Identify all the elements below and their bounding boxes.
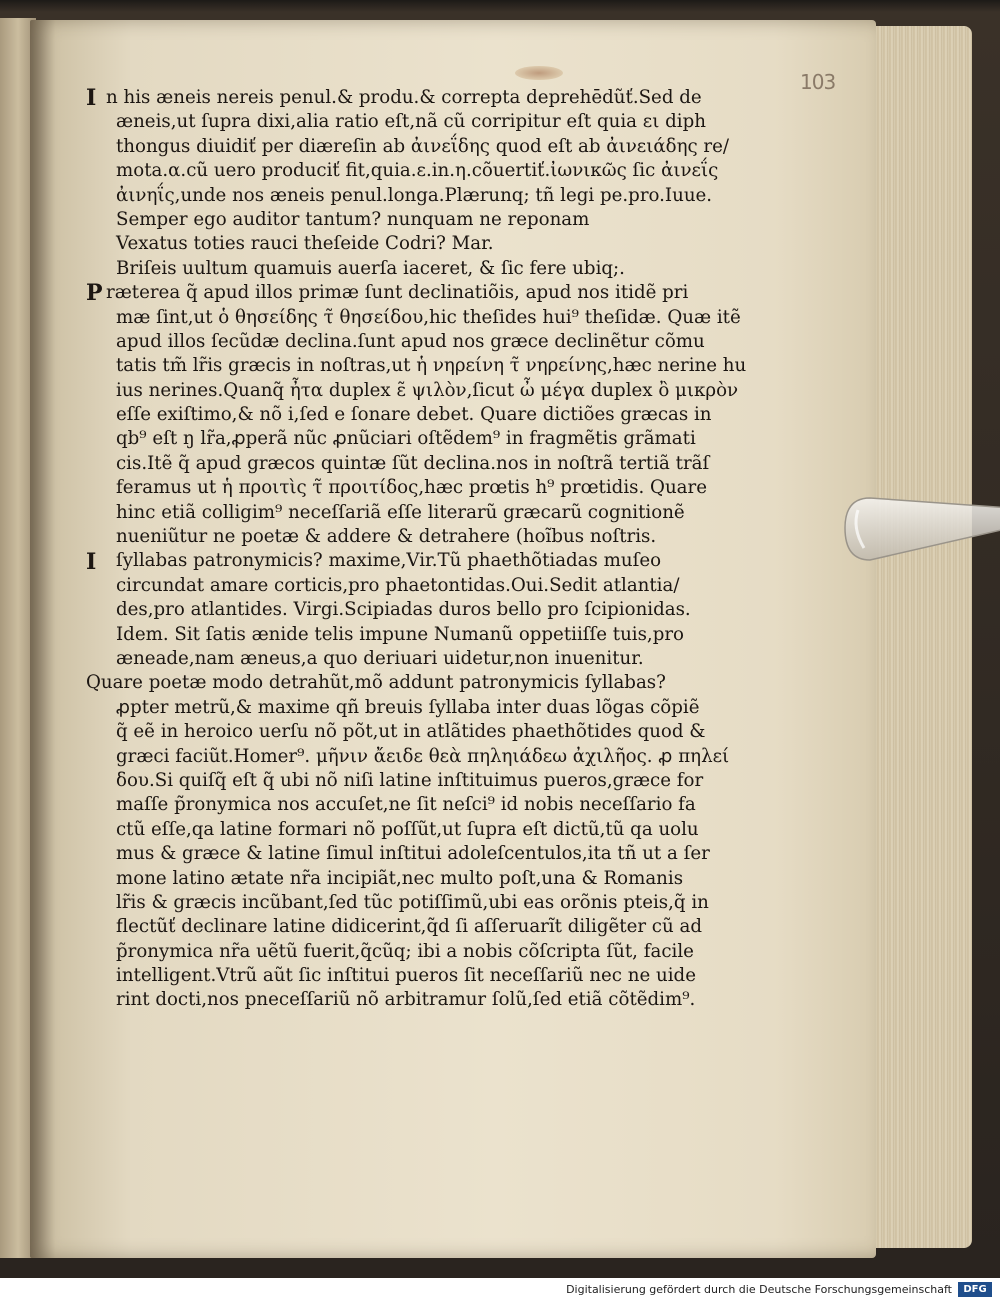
text-block bbox=[86, 86, 746, 1013]
book-fore-edge bbox=[876, 26, 972, 1248]
footer-bar bbox=[0, 1278, 1000, 1302]
text-line: apud illos ſecũdæ declina.ſunt apud nos græce declinẽtur cõmu bbox=[116, 330, 705, 352]
text-line: intelligent.Vtrũ aũt ſic inſtitui pueros ſit neceſſariũ nec ne uide bbox=[116, 965, 696, 987]
initial-letter: P bbox=[86, 280, 103, 306]
text-line: Quare poetæ modo detrahũt,mõ addunt patronymicis ſyllabas? bbox=[86, 672, 666, 694]
text-line: mota.α.cũ uero produciť fit,quia.ε.in.η.cõuertiť.ἰωνικῶς ſic ἀινεΐς bbox=[116, 160, 719, 182]
text-line: ius nerines.Quanq̃ ἦτα duplex ε̃ ψιλὸν,ſicut ὦ μέγα duplex ὂ μικρὸν bbox=[116, 379, 739, 401]
text-line: thongus diuidiť per diæreſin ab ἀινεΐδης quod eſt ab ἀινειάδης re/ bbox=[116, 135, 730, 157]
text-line: qb⁹ eſt ŋ lr̃a,ꝓperã nũc ꝓnũciari oſtẽdem⁹ in fragmẽtis grãmati bbox=[116, 428, 696, 450]
text-line: ſyllabas patronymicis? maxime,Vir.Tũ phaethõtiadas muſeo bbox=[116, 550, 662, 572]
text-line: ἀινηΐς,unde nos æneis penul.longa.Plærunq; tñ legi pe.pro.Iuue. bbox=[116, 184, 713, 206]
page-number: 103 bbox=[800, 70, 836, 94]
text-line: feramus ut ἡ προιτὶς τ̃ προιτίδος,hæc prœtis h⁹ prœtidis. Quare bbox=[116, 477, 707, 499]
page-stain bbox=[515, 66, 563, 80]
text-line: hinc etiã colligim⁹ neceſſariã eſſe literarũ græcarũ cognitionẽ bbox=[116, 501, 685, 523]
text-line: mone latino ætate nr̃a incipiãt,nec multo poſt,una & Romanis bbox=[116, 867, 684, 889]
text-line: æneis,ut ſupra dixi,alia ratio eſt,nã cũ corripitur eſt quia ει diph bbox=[116, 111, 706, 133]
text-line: q̃ eẽ in heroico uerſu nõ põt,ut in atlãtides phaethõtides quod & bbox=[116, 721, 706, 743]
text-line: mæ ſint,ut ὁ θησείδης τ̃ θησείδου,hic theſides hui⁹ theſidæ. Quæ itẽ bbox=[116, 306, 741, 328]
text-line: Vexatus toties rauci theſeide Codri? Mar. bbox=[116, 233, 494, 255]
text-line: ctũ eſſe,qa latine formari nõ poſſũt,ut ſupra eſt dictũ,tũ qa uolu bbox=[116, 818, 699, 840]
text-line: Briſeis uultum quamuis auerſa iaceret, & ſic fere ubiq;. bbox=[116, 257, 625, 279]
footer-credit: Digitalisierung gefördert durch die Deutsche Forschungsgemeinschaft bbox=[566, 1283, 952, 1296]
initial-letter: I bbox=[86, 85, 97, 111]
text-line: flectũť declinare latine didicerint,q̃d ſi aſſeruarĩt diligẽter cũ ad bbox=[116, 916, 702, 938]
text-line: græci faciũt.Homer⁹. μῆνιν ἄειδε θεὰ πηληιάδεω ἀχιλῆος. ꝓ πηλεί bbox=[116, 745, 730, 767]
text-line: mus & græce & latine ſimul inſtitui adoleſcentulos,ita tñ ut a ſer bbox=[116, 843, 710, 865]
text-line: ꝓpter metrũ,& maxime qñ breuis ſyllaba inter duas lõgas cõpiẽ bbox=[116, 696, 700, 718]
text-line: æneade,nam æneus,a quo deriuari uidetur,non inuenitur. bbox=[116, 647, 644, 669]
text-line: eſſe exiſtimo,& nõ i,ſed e ſonare debet. Quare dictiões græcas in bbox=[116, 404, 712, 426]
page-clip-icon bbox=[840, 488, 1000, 608]
text-line: Idem. Sit ſatis ænide telis impune Numanũ oppetiiſſe tuis,pro bbox=[116, 623, 685, 645]
text-line: circundat amare corticis,pro phaetontidas.Oui.Sedit atlantia/ bbox=[116, 574, 680, 596]
text-line: Semper ego auditor tantum? nunquam ne reponam bbox=[116, 208, 590, 230]
text-line: rint docti,nos pneceſſariũ nõ arbitramur ſolũ,ſed etiã cõtẽdim⁹. bbox=[116, 989, 696, 1011]
initial-letter: I bbox=[86, 549, 97, 575]
text-line: ræterea q̃ apud illos primæ ſunt declinatiõis, apud nos itidẽ pri bbox=[106, 282, 689, 304]
text-line: maſſe p̃ronymica nos accuſet,ne ſit neſci⁹ id nobis neceſſario fa bbox=[116, 794, 696, 816]
text-line: des,pro atlantides. Virgi.Scipiadas duros bello pro ſcipionidas. bbox=[116, 599, 691, 621]
text-line: tatis tm̃ lr̃is græcis in noſtras,ut ἡ νηρείνη τ̃ νηρείνης,hæc nerine hu bbox=[116, 355, 747, 377]
text-line: nueniũtur ne poetæ & addere & detrahere (hoĩbus noſtris. bbox=[116, 526, 657, 548]
dfg-logo: DFG bbox=[958, 1282, 992, 1297]
text-line: p̃ronymica nr̃a uẽtũ fuerit,q̃cũq; ibi a nobis cõſcripta ſũt, facile bbox=[116, 940, 694, 962]
text-line: n his æneis nereis penul.& produ.& correpta deprehēdũť.Sed de bbox=[106, 87, 702, 108]
text-line: cis.Itẽ q̃ apud græcos quintæ ſũt declina.nos in noſtrã tertiã trãſ bbox=[116, 452, 710, 474]
text-line: lr̃is & græcis incũbant,ſed tũc potiſſimũ,ubi eas orõnis pteis,q̃ in bbox=[116, 891, 709, 913]
text-line: δου.Si quiſq̃ eſt q̃ ubi nõ niſi latine inſtituimus pueros,græce for bbox=[116, 769, 704, 791]
